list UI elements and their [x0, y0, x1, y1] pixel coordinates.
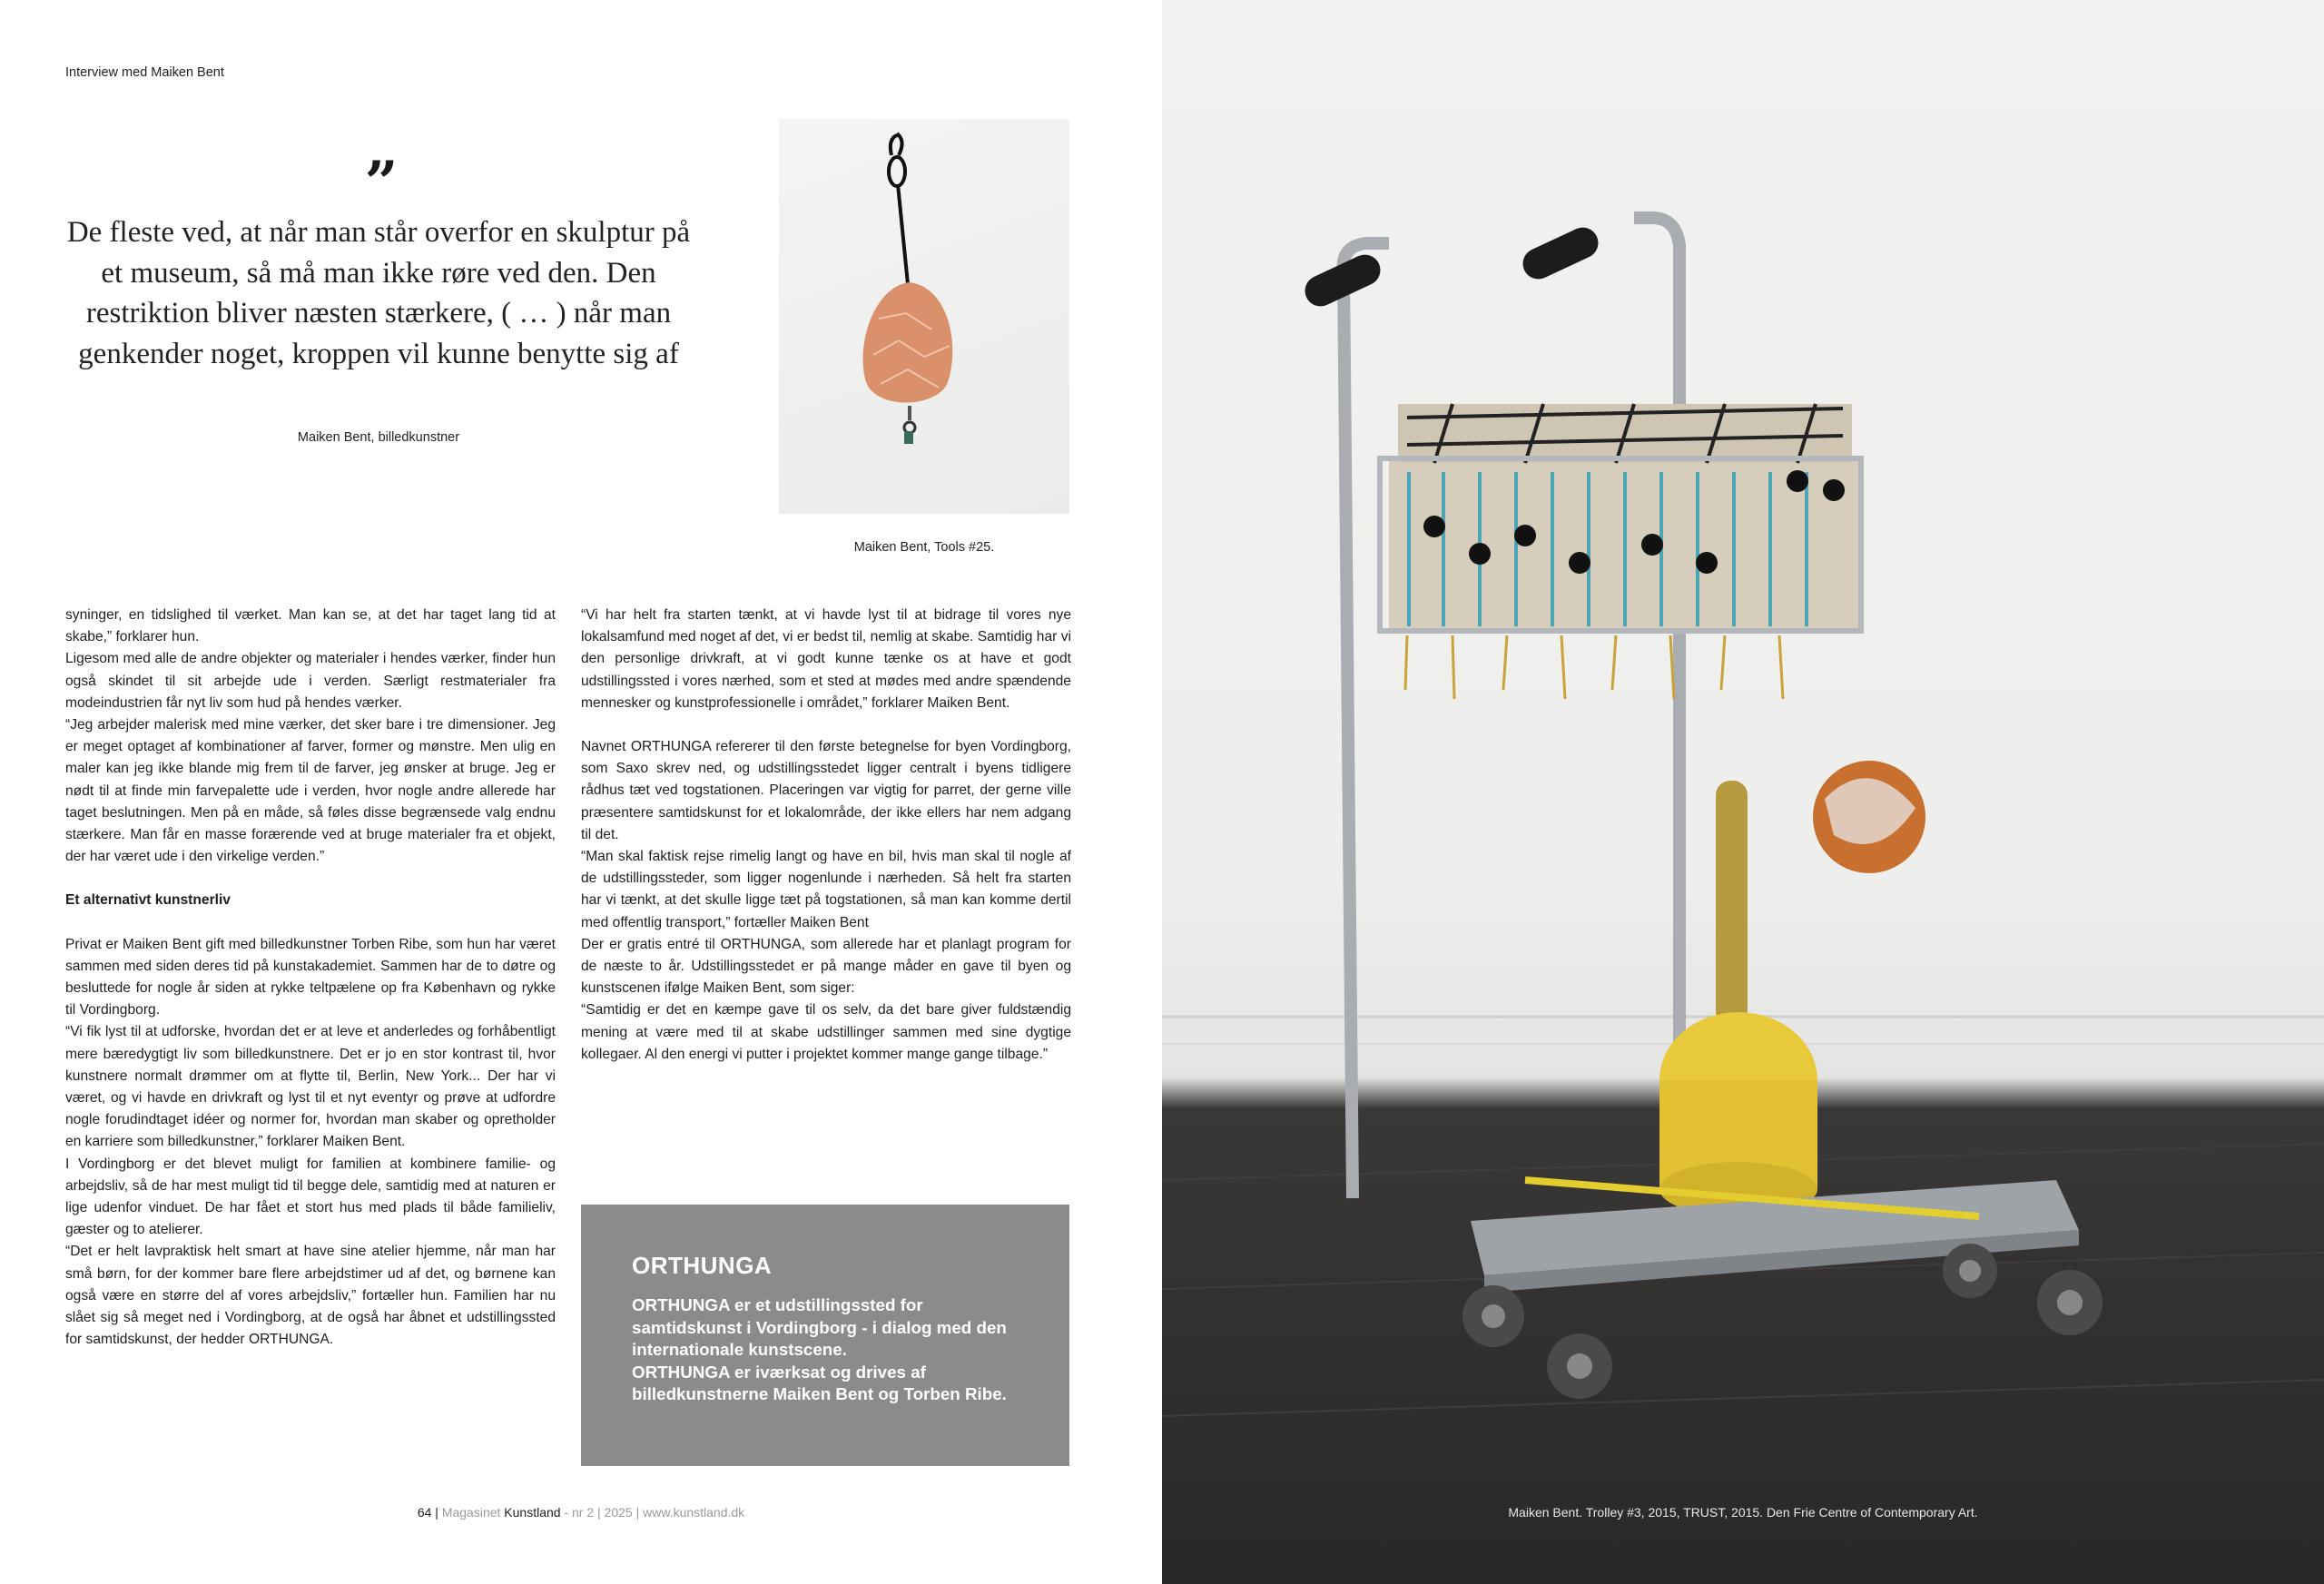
info-box-line: ORTHUNGA er et udstillingssted for samtidskunst i Vordingborg - i dialog med den internationale kunstscene. — [632, 1295, 1007, 1359]
trolley-photo-caption: Maiken Bent. Trolley #3, 2015, TRUST, 2015. Den Frie Centre of Contemporary Art. — [1508, 1505, 1978, 1520]
paragraph: syninger, en tidslighed til værket. Man kan se, at det har taget lang tid at skabe,” forklarer hun. — [65, 607, 556, 645]
paragraph: Navnet ORTHUNGA refererer til den første betegnelse for byen Vordingborg, som Saxo skrev ned, og udstillingsstedet ligger centralt i byens tidligere rådhus tæt ved togstationen. Placeringen var vigtig for parret, der gerne ville præsentere samtidskunst for et lokalområde, der ikke ellers har nem adgang til det. — [581, 739, 1071, 842]
paragraph: “Vi fik lyst til at udforske, hvordan det er at leve et anderledes og forhåbentligt mere bæredygtigt liv som billedkunstnere. Det er jo en stor kontrast til, hvor kunstnere normalt drømmer om at flytte til, Berlin, New York... Der har vi været, og vi havde en drivkraft og lyst til et nyt eventyr og prøve at udfordre nogle forudindtaget idéer og normer for, hvordan man skaber og opretholder en karriere som billedkunstner,” forklarer Maiken Bent. — [65, 1024, 556, 1150]
running-head: Interview med Maiken Bent — [65, 65, 224, 80]
paragraph: “Vi har helt fra starten tænkt, at vi havde lyst til at bidrage til vores nye lokalsamfund med noget af det, vi er bedst til, nemlig at skabe. Samtidig har vi den personlige drivkraft, at vi godt kunne tænke os at have et godt udstillingssted i vores nærhed, som et sted at mødes med andre spændende mennesker og kunstprofessionelle i området,” forklarer Maiken Bent. — [581, 607, 1071, 711]
paragraph: “Man skal faktisk rejse rimelig langt og have en bil, hvis man skal til nogle af de udstillingssteder, som ligger nogenlunde i nærheden. Så helt fra starten har vi tænkt, at det skulle ligge tæt på togstationen, så man kan komme dertil med offentlig transport,” fortæller Maiken Bent — [581, 849, 1071, 930]
footer-separator: | — [431, 1505, 442, 1520]
article-column-2 — [581, 605, 1071, 1066]
paragraph: I Vordingborg er det blevet muligt for familien at kombinere familie- og arbejdsliv, så de har mest muligt tid til begge dele, samtidig med at naturen er lige udenfor vinduet. De har fået et stort hus med plads til både familieliv, gæster og to atelierer. — [65, 1156, 556, 1238]
page-footer — [0, 1505, 1162, 1520]
footer-issue: - nr 2 | 2025 | www.kunstland.dk — [560, 1505, 745, 1520]
info-box-title: ORTHUNGA — [632, 1252, 773, 1279]
hanging-sculpture-illustration — [779, 119, 1069, 514]
info-box-body — [632, 1294, 1019, 1406]
section-heading: Et alternativt kunstnerliv — [65, 892, 231, 909]
quote-attribution: Maiken Bent, billedkunstner — [297, 430, 460, 445]
paragraph: “Samtidig er det en kæmpe gave til os selv, da det bare giver fuldstændig mening at være med til at skabe udstillinger sammen med sine dygtige kollegaer. Al den energi vi putter i projektet kommer mange gange tilbage.” — [581, 1002, 1071, 1062]
footer-magazine: Magasinet — [441, 1505, 505, 1520]
quote-text: De fleste ved, at når man står overfor en skulptur på et museum, så må man ikke røre ved den. Den restriktion bliver næsten stærkere, ( … ) når man genkender noget, kroppen vil kunne benytte sig af — [66, 216, 691, 370]
footer-brand: Kunstland — [504, 1505, 561, 1520]
trolley-sculpture-illustration — [1162, 0, 2324, 1584]
page-number: 64 — [417, 1505, 432, 1520]
trolley-photo — [1162, 0, 2324, 1584]
paragraph: “Det er helt lavpraktisk helt smart at have sine atelier hjemme, når man har små børn, for der kommer bare flere arbejdstimer ud af det, og børnene kan også være en større del af vores arbejdsliv,” fortæller hun. Familien har nu slået sig så meget ned i Vordingborg, at de også har åbnet et udstillingssted for samtidskunst, der hedder ORTHUNGA. — [65, 1244, 556, 1348]
info-box-line: ORTHUNGA er iværksat og drives af billedkunstnerne Maiken Bent og Torben Ribe. — [632, 1362, 1007, 1403]
paragraph: “Jeg arbejder malerisk med mine værker, det sker bare i tre dimensioner. Jeg er meget optaget af kombinationer af farver, former og mønstre. Men ulig en maler kan jeg ikke blande mig frem til de farver, jeg ønsker at bruge. Jeg er nødt til at finde min farvepalette ude i verden, hvor nogle andre allerede har taget beslutningen. Men på en måde, så føles disse begrænsede valg endnu stærkere. Man får en masse forærende ved at bruge materialer fra et objekt, der har været ude i den virkelige verden.” — [65, 717, 556, 865]
article-column-1 — [65, 605, 556, 1352]
tools-25-photo — [779, 119, 1069, 514]
paragraph: Privat er Maiken Bent gift med billedkunstner Torben Ribe, som hun har været sammen med siden deres tid på kunstakademiet. Sammen har de to døtre og besluttede for nogle år siden at rykke teltpælene op fra København og rykke til Vordingborg. — [65, 936, 556, 1018]
pull-quote — [65, 149, 692, 445]
quote-mark: ” — [364, 149, 393, 217]
paragraph: Ligesom med alle de andre objekter og materialer i hendes værker, finder hun også skindet til sit arbejde ude i verden. Særligt restmaterialer fra modeindustrien får nyt liv som hud på hendes værker. — [65, 651, 556, 711]
orthunga-info-box — [581, 1205, 1069, 1466]
paragraph: Der er gratis entré til ORTHUNGA, som allerede har et planlagt program for de næste to år. Udstillingsstedet er på mange måder en gave til byen og kunstscenen ifølge Maiken Bent, som siger: — [581, 936, 1071, 997]
tools-photo-caption: Maiken Bent, Tools #25. — [853, 540, 995, 555]
